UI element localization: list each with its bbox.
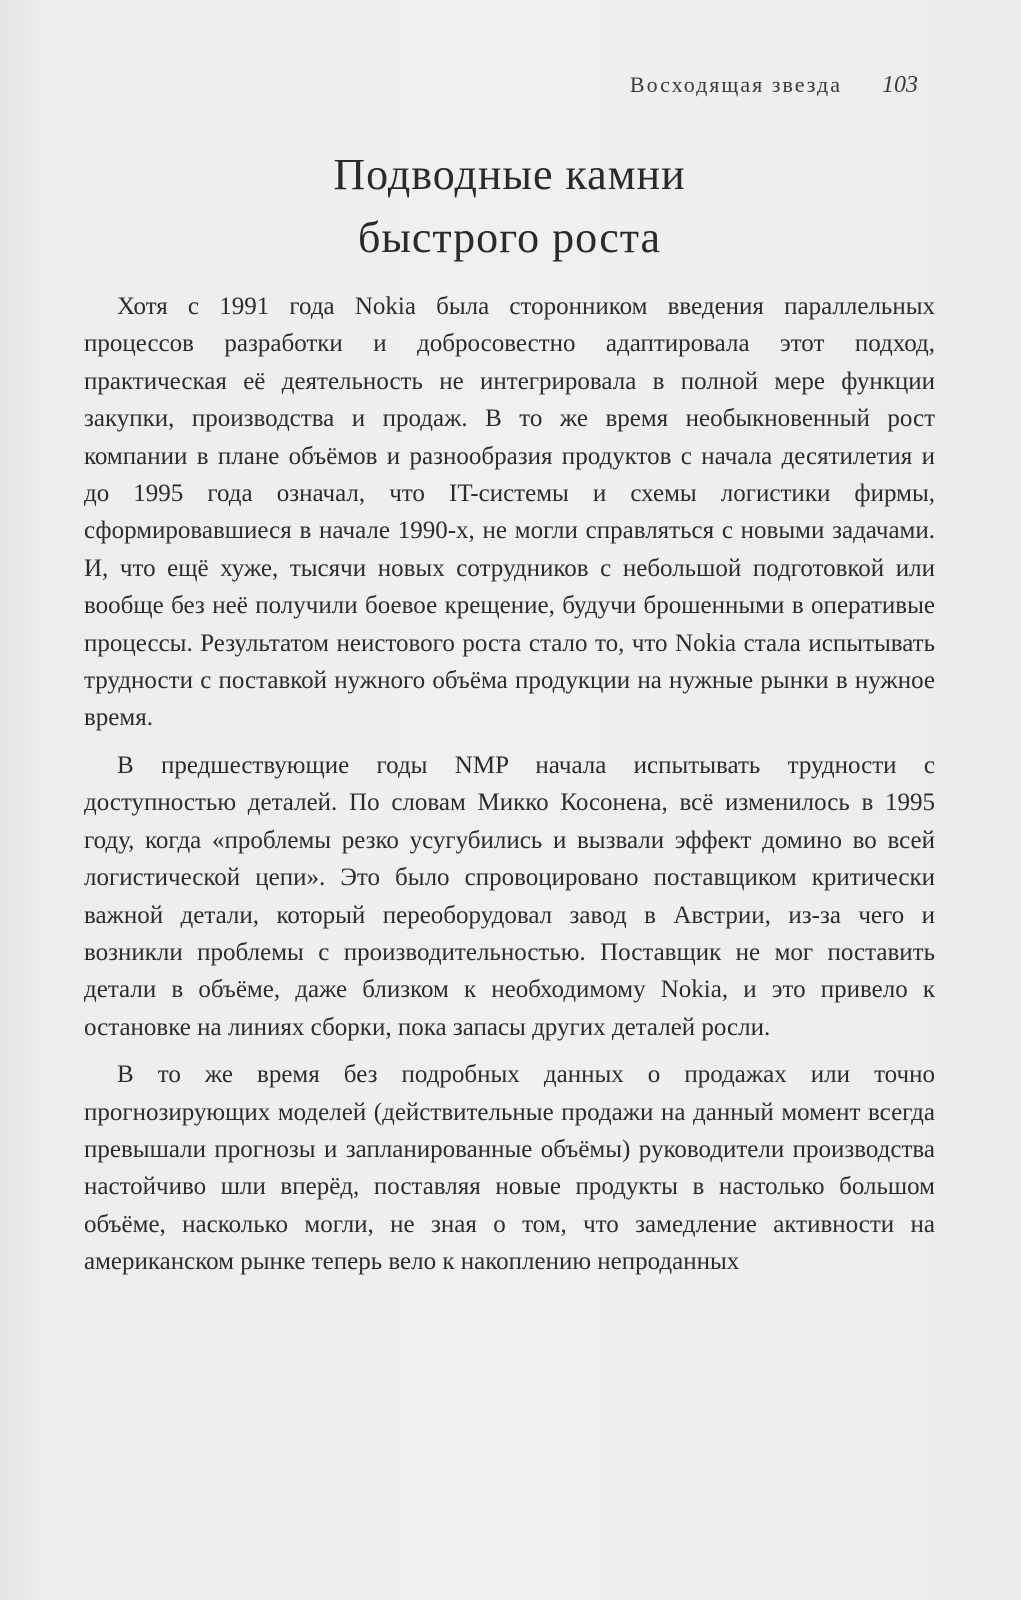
section-title: [84, 143, 935, 269]
running-header-chapter: Восходящая звезда: [629, 72, 842, 97]
page-number: 103: [882, 72, 918, 98]
section-title-line-2: быстрого роста: [357, 213, 662, 262]
body-text: [84, 288, 935, 1291]
paragraph-1: Хотя с 1991 года Nokia была сторонником введения параллельных процессов разработки и добросовестно адаптировала этот подход, практическая её деятельность не интегрировала в полной мере функции закупки, производства и продаж. В то же время необыкновенный рост компании в плане объёмов и разнообразия продуктов с начала десятилетия и до 1995 года означал, что IT-системы и схемы логистики фирмы, сформировавшиеся в начале 1990-х, не могли справляться с новыми задачами. И, что ещё хуже, тысячи новых сотрудников с небольшой подготовкой или вообще без неё получили боевое крещение, будучи брошенными в оперативые процессы. Результатом неистового роста стало то, что Nokia стала испытывать трудности с поставкой нужного объёма продукции на нужные рынки в нужное время.: [84, 293, 935, 732]
running-header: [630, 72, 918, 99]
paragraph-3: В то же время без подробных данных о продажах или точно прогнозирующих моделей (действительные продажи на данный момент всегда превышали прогнозы и запланированные объёмы) руководители производства настойчиво шли вперёд, поставляя новые продукты в настолько большом объёме, насколько могли, не зная о том, что замедление активности на американском рынке теперь вело к накоплению непроданных: [84, 1061, 935, 1276]
section-title-line-1: Подводные камни: [333, 150, 686, 199]
paragraph-2: В предшествующие годы NMP начала испытывать трудности с доступностью деталей. По словам Микко Косонена, всё изменилось в 1995 году, когда «проблемы резко усугубились и вызвали эффект домино во всей логистической цепи». Это было спровоцировано поставщиком критически важной детали, который переоборудовал завод в Австрии, из-за чего и возникли проблемы с производительностью. Поставщик не мог поставить детали в объёме, даже близком к необходимому Nokia, и это привело к остановке на линиях сборки, пока запасы других деталей росли.: [84, 751, 935, 1041]
